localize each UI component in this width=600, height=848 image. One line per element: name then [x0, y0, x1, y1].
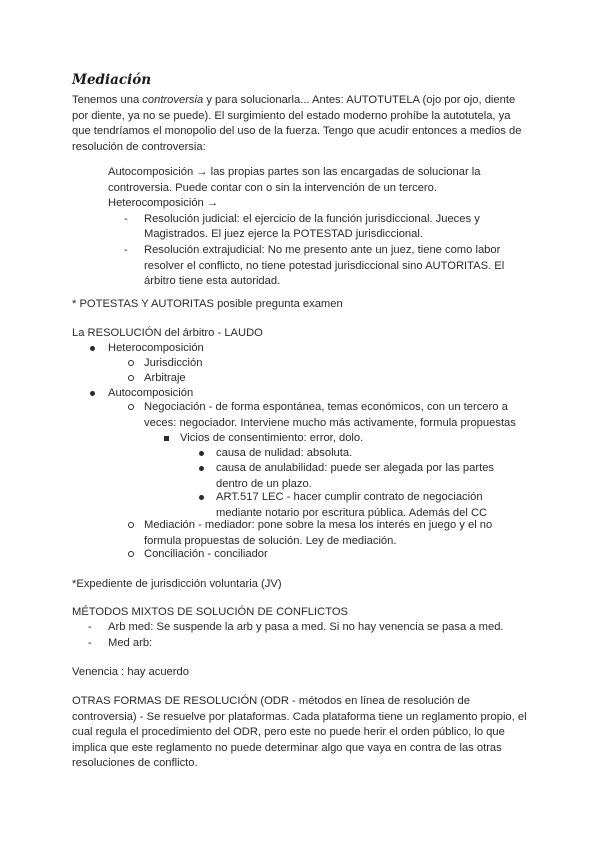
list-item-arbitraje: Arbitraje	[144, 371, 564, 387]
intro-paragraph: Tenemos una controversia y para solucionarla... Antes: AUTOTUTELA (ojo por ojo, diente por diente, ya no se puede). El surgimiento del estado moderno prohíbe la autotutela, ya que tendríamos el monopolio del uso de la fuerza. Tengo que acudir entonces a medios de resolución de controversia:	[72, 94, 522, 153]
mixtos-item-arb-med: - Arb med: Se suspende la arb y pasa a med. Si no hay venencia se pasa a med.	[72, 620, 532, 636]
mixtos-item-med-arb: - Med arb:	[72, 636, 532, 652]
disc-bullet	[199, 466, 204, 471]
dash-bullet: -	[88, 621, 92, 633]
list-item-mediacion: Mediación - mediador: pone sobre la mesa los interés en juego y el no formula propuestas de solución. Ley de mediación.	[144, 518, 504, 549]
disc-bullet	[199, 495, 204, 500]
list-item-heterocomposicion: Heterocomposición	[108, 341, 528, 357]
circle-bullet	[128, 404, 134, 410]
disc-bullet	[90, 391, 95, 396]
dash-bullet: -	[124, 212, 128, 225]
disc-bullet	[199, 451, 204, 456]
dash-bullet: -	[88, 636, 92, 649]
list-item-conciliacion: Conciliación - conciliador	[144, 547, 564, 563]
list-item-anulabilidad: causa de anulabilidad: puede ser alegada por las partes dentro de un plazo.	[216, 461, 506, 492]
circle-bullet	[128, 375, 134, 381]
list-item-nulidad: causa de nulidad: absoluta.	[216, 446, 516, 462]
mixtos-list	[72, 620, 532, 651]
circle-bullet	[128, 551, 134, 557]
page-title: Mediación	[72, 72, 152, 88]
emphasis-controversia: controversia	[142, 94, 204, 106]
list-item-jurisdiccion: Jurisdicción	[144, 356, 564, 372]
dash-bullet: -	[124, 243, 128, 256]
composition-section	[108, 165, 518, 290]
otras-formas-paragraph: OTRAS FORMAS DE RESOLUCIÓN (ODR - métodos en línea de resolución de controversia) - Se resuelve por plataformas. Cada plataforma tiene un reglamento propio, el cual regula el procedimiento del ODR, pero este no puede herir el orden público, lo que implica que este reglamento no puede determinar algo que vaya en contra de las otras resoluciones de conflicto.	[72, 695, 527, 770]
list-item-vicios: Vicios de consentimiento: error, dolo.	[180, 431, 600, 447]
heterocomposicion-line: Heterocomposición →	[108, 197, 219, 210]
circle-bullet	[128, 360, 134, 366]
laudo-line: La RESOLUCIÓN del árbitro - LAUDO	[72, 327, 263, 339]
hetero-item-judicial: - Resolución judicial: el ejercicio de la función jurisdiccional. Jueces y Magistrados. El juez ejerce la POTESTAD jurisdiccional.	[124, 212, 480, 241]
note-expediente: *Expediente de jurisdicción voluntaria (JV)	[72, 578, 282, 590]
autocomposicion-line: Autocomposición → las propias partes son las encargadas de solucionar la controversia. Puede contar con o sin la intervención de un tercero.	[108, 166, 481, 194]
list-item-autocomposicion: Autocomposición	[108, 386, 528, 402]
disc-bullet	[90, 346, 95, 351]
hetero-item-extrajudicial: - Resolución extrajudicial: No me presento ante un juez, tiene como labor resolver el conflicto, no tiene potestad jurisdiccional sino AUTORITAS. El árbitro tiene esta autoridad.	[124, 243, 505, 288]
list-item-negociacion: Negociación - de forma espontánea, temas económicos, con un tercero a veces: negociador. Interviene mucho más activamente, formula propuestas	[144, 400, 519, 431]
circle-bullet	[128, 522, 134, 528]
note-potestas: * POTESTAS Y AUTORITAS posible pregunta examen	[72, 298, 343, 310]
square-bullet	[164, 436, 169, 441]
list-item-art517: ART.517 LEC - hacer cumplir contrato de negociación mediante notario por escritura pública. Además del CC	[216, 490, 501, 521]
venencia-line: Venencia : hay acuerdo	[72, 666, 189, 678]
mixtos-heading: MÉTODOS MIXTOS DE SOLUCIÓN DE CONFLICTOS	[72, 606, 348, 618]
